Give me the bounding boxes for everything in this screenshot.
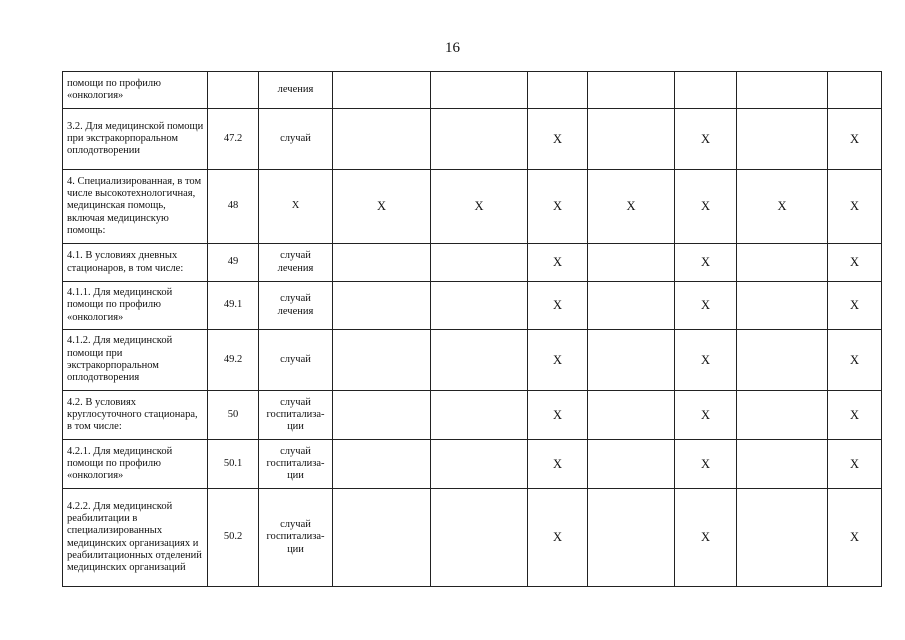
row-mark-cell xyxy=(737,72,828,109)
row-mark-cell xyxy=(588,72,675,109)
row-mark-cell: X xyxy=(828,282,882,330)
row-mark-cell: X xyxy=(528,282,588,330)
row-mark-cell xyxy=(333,244,431,282)
row-mark-cell: X xyxy=(828,330,882,391)
row-mark-cell: X xyxy=(675,391,737,440)
row-unit-cell: случай госпитализа-ции xyxy=(259,440,333,489)
row-mark-cell: X xyxy=(528,170,588,244)
row-code-cell xyxy=(208,72,259,109)
row-mark-cell xyxy=(588,109,675,170)
row-mark-cell xyxy=(737,244,828,282)
row-code-cell: 47.2 xyxy=(208,109,259,170)
row-mark-cell xyxy=(737,330,828,391)
row-mark-cell xyxy=(431,330,528,391)
row-code-cell: 50.2 xyxy=(208,489,259,587)
row-mark-cell: X xyxy=(528,244,588,282)
row-mark-cell: X xyxy=(528,489,588,587)
row-code-cell: 49.1 xyxy=(208,282,259,330)
row-mark-cell: X xyxy=(828,489,882,587)
row-name-cell: 4.1.1. Для медицинской помощи по профилю «онкология» xyxy=(63,282,208,330)
row-mark-cell: X xyxy=(675,109,737,170)
row-mark-cell: X xyxy=(528,109,588,170)
table-row xyxy=(63,109,882,170)
row-mark-cell xyxy=(588,391,675,440)
row-unit-cell: лечения xyxy=(259,72,333,109)
row-mark-cell xyxy=(588,244,675,282)
row-code-cell: 49 xyxy=(208,244,259,282)
row-mark-cell xyxy=(431,440,528,489)
row-mark-cell xyxy=(431,391,528,440)
row-mark-cell xyxy=(588,330,675,391)
row-mark-cell xyxy=(333,330,431,391)
row-code-cell: 48 xyxy=(208,170,259,244)
row-mark-cell: X xyxy=(828,391,882,440)
row-mark-cell: X xyxy=(333,170,431,244)
row-name-cell: 4.1.2. Для медицинской помощи при экстракорпоральном оплодотворения xyxy=(63,330,208,391)
row-mark-cell xyxy=(333,489,431,587)
table-row xyxy=(63,170,882,244)
row-mark-cell: X xyxy=(675,330,737,391)
row-mark-cell: X xyxy=(675,489,737,587)
page-number: 16 xyxy=(445,40,460,56)
table-row xyxy=(63,440,882,489)
row-mark-cell xyxy=(737,489,828,587)
row-mark-cell: X xyxy=(431,170,528,244)
document-table xyxy=(62,71,882,587)
table-row xyxy=(63,72,882,109)
row-mark-cell xyxy=(828,72,882,109)
row-mark-cell xyxy=(333,282,431,330)
row-mark-cell: X xyxy=(675,170,737,244)
row-mark-cell xyxy=(737,109,828,170)
row-mark-cell xyxy=(431,72,528,109)
table-row xyxy=(63,489,882,587)
row-mark-cell: X xyxy=(828,170,882,244)
row-mark-cell xyxy=(675,72,737,109)
row-mark-cell: X xyxy=(675,440,737,489)
row-mark-cell xyxy=(737,282,828,330)
row-mark-cell xyxy=(333,109,431,170)
row-name-cell: 4.2.2. Для медицинской реабилитации в специализированных медицинских организациях и реабилитационных отделений медицинских организаций xyxy=(63,489,208,587)
table-row xyxy=(63,282,882,330)
row-mark-cell: X xyxy=(828,109,882,170)
row-unit-cell: случай госпитализа-ции xyxy=(259,391,333,440)
row-mark-cell xyxy=(588,282,675,330)
row-mark-cell: X xyxy=(675,244,737,282)
row-code-cell: 50 xyxy=(208,391,259,440)
row-name-cell: 4.2.1. Для медицинской помощи по профилю «онкология» xyxy=(63,440,208,489)
row-mark-cell xyxy=(431,244,528,282)
row-mark-cell: X xyxy=(828,244,882,282)
row-mark-cell xyxy=(333,391,431,440)
row-mark-cell xyxy=(333,440,431,489)
row-mark-cell: X xyxy=(737,170,828,244)
table-row xyxy=(63,330,882,391)
row-code-cell: 50.1 xyxy=(208,440,259,489)
row-mark-cell xyxy=(737,440,828,489)
table-row xyxy=(63,244,882,282)
row-unit-cell: X xyxy=(259,170,333,244)
row-mark-cell xyxy=(431,109,528,170)
row-mark-cell: X xyxy=(528,330,588,391)
row-mark-cell xyxy=(333,72,431,109)
table-row xyxy=(63,391,882,440)
row-name-cell: 4.1. В условиях дневных стационаров, в том числе: xyxy=(63,244,208,282)
row-code-cell: 49.2 xyxy=(208,330,259,391)
row-unit-cell: случай госпитализа-ции xyxy=(259,489,333,587)
row-name-cell: 4. Специализированная, в том числе высокотехнологичная, медицинская помощь, включая медицинскую помощь: xyxy=(63,170,208,244)
row-mark-cell xyxy=(588,489,675,587)
row-mark-cell: X xyxy=(675,282,737,330)
row-mark-cell xyxy=(588,440,675,489)
row-mark-cell: X xyxy=(828,440,882,489)
row-unit-cell: случай xyxy=(259,330,333,391)
row-unit-cell: случай лечения xyxy=(259,282,333,330)
row-unit-cell: случай лечения xyxy=(259,244,333,282)
row-mark-cell: X xyxy=(588,170,675,244)
row-name-cell: помощи по профилю «онкология» xyxy=(63,72,208,109)
row-unit-cell: случай xyxy=(259,109,333,170)
row-mark-cell xyxy=(431,489,528,587)
row-mark-cell: X xyxy=(528,391,588,440)
row-name-cell: 4.2. В условиях круглосуточного стационара, в том числе: xyxy=(63,391,208,440)
row-mark-cell xyxy=(528,72,588,109)
row-mark-cell: X xyxy=(528,440,588,489)
row-mark-cell xyxy=(737,391,828,440)
row-name-cell: 3.2. Для медицинской помощи при экстракорпоральном оплодотворении xyxy=(63,109,208,170)
row-mark-cell xyxy=(431,282,528,330)
